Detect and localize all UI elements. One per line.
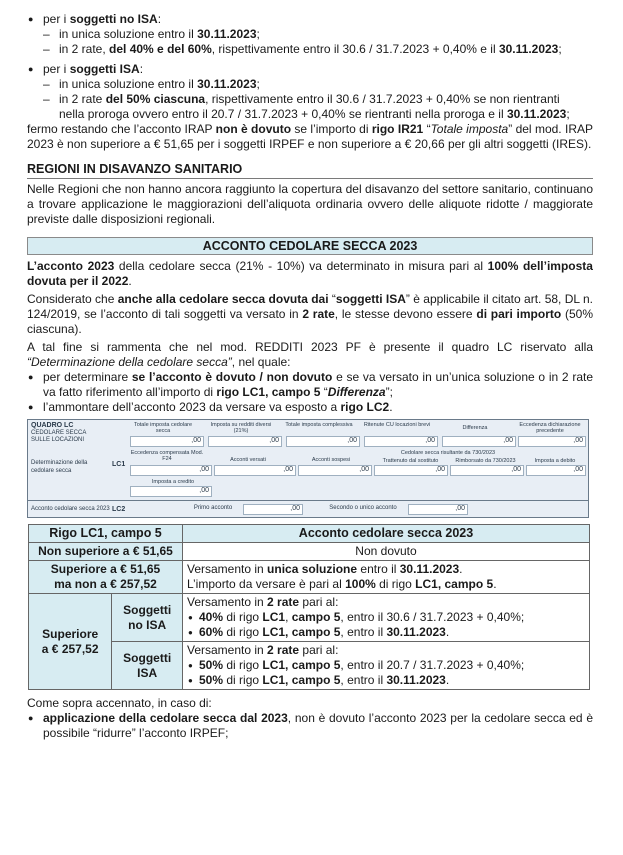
form-field-6: ,00 <box>518 436 586 447</box>
table-row <box>29 543 590 561</box>
section-heading-regioni: REGIONI IN DISAVANZO SANITARIO <box>27 162 593 179</box>
form-label-totale-imposta: Totale imposta cedolare secca <box>133 422 193 434</box>
form-sub2: SULLE LOCAZIONI <box>31 437 85 443</box>
bottom-intro: Come sopra accennato, in caso di: <box>27 696 212 710</box>
table-cell-superiore-257 <box>29 594 112 690</box>
form-label-rimborsato: Rimborsato da 730/2023 <box>455 458 516 464</box>
form-field-10: ,00 <box>374 465 448 476</box>
form-field-13: ,00 <box>130 486 212 497</box>
form-row2-label: Acconto cedolare secca 2023 <box>31 506 110 512</box>
form-label-redditi-diversi: Imposta su redditi diversi (21%) <box>210 422 272 434</box>
acconto-bullet-2: ● l’ammontare dell’acconto 2023 da versare va esposto a rigo LC2. <box>27 400 593 415</box>
form-field-4: ,00 <box>364 436 438 447</box>
form-field-11: ,00 <box>450 465 524 476</box>
table-text: Versamento in 2 rate pari al: <box>187 595 339 609</box>
form-field-7: ,00 <box>130 465 212 476</box>
table-header-acconto: Acconto cedolare secca 2023 <box>183 525 590 543</box>
form-label-acconti-versati: Acconti versati <box>230 457 266 463</box>
form-sub1: CEDOLARE SECCA <box>31 430 87 436</box>
acconto-p3: A tal fine si rammenta che nel mod. REDDITI 2023 PF è presente il quadro LC riservato alla “Determinazione della cedolare secca”, nel quale: <box>27 340 593 369</box>
form-field-14: ,00 <box>243 504 303 515</box>
form-field-9: ,00 <box>298 465 372 476</box>
form-label-730-top: Cedolare secca risultante da 730/2023 <box>400 450 496 456</box>
form-label-differenza: Differenza <box>462 425 488 431</box>
table-row <box>29 594 590 642</box>
dash-no-isa-rate: – in 2 rate, del 40% e del 60%, rispettivamente entro il 30.6 / 31.7.2023 + 0,40% e il 30.11.2023; <box>27 42 593 57</box>
table-bullet: ● 50% di rigo LC1, campo 5, entro il 20.7 / 31.7.2023 + 0,40%; <box>187 658 585 673</box>
table-text: L’importo da versare è pari al 100% di rigo LC1, campo 5. <box>187 577 497 591</box>
table-cell-rate-isa <box>183 642 590 690</box>
dash-isa-rate: – in 2 rate del 50% ciascuna, rispettivamente entro il 30.6 / 31.7.2023 + 0,40% se non rientranti <box>27 92 593 107</box>
form-label-secondo-acconto: Secondo o unico acconto <box>329 505 397 511</box>
irap-note: fermo restando che l’acconto IRAP non è dovuto se l’importo di rigo IR21 “Totale imposta” del mod. IRAP 2023 è non superiore a € 51,65 per i soggetti IRPEF e non superiore a € 20,66 per gli altri soggetti (IRES). <box>27 122 593 151</box>
table-cell-superiore-51 <box>29 561 183 594</box>
form-row1-label: Determinazione della <box>31 460 88 466</box>
form-title: QUADRO LC <box>31 422 74 429</box>
dash-no-isa-unica: – in unica soluzione entro il 30.11.2023; <box>27 27 593 42</box>
form-field-3: ,00 <box>286 436 360 447</box>
form-label-imposta-debito: Imposta a debito <box>534 458 576 464</box>
quadro-lc-form <box>27 419 589 518</box>
form-label-eccedenza-f24: Eccedenza compensata Mod. F24 <box>130 450 204 462</box>
form-field-5: ,00 <box>442 436 516 447</box>
form-label-totale-complessiva: Totale imposta complessiva <box>285 422 353 428</box>
form-field-15: ,00 <box>408 504 468 515</box>
form-label-imposta-credito: Imposta a credito <box>151 479 195 485</box>
form-row-code-lc2: LC2 <box>112 506 126 513</box>
form-field-2: ,00 <box>208 436 282 447</box>
form-label-eccedenza-prec: Eccedenza dichiarazione precedente <box>519 422 581 434</box>
table-text: Superiore a € 51,65 <box>50 562 161 576</box>
table-cell-soggetti-no-isa: Soggetti no ISA <box>112 594 183 642</box>
form-label-primo-acconto: Primo acconto <box>193 505 233 511</box>
acconto-table <box>28 524 590 690</box>
form-row1-label2: cedolare secca <box>31 468 72 474</box>
dash-isa-rate-cont: nella proroga ovvero entro il 20.7 / 31.7.2023 + 0,40% se rientranti nella proroga e il 30.11.2023; <box>59 107 570 121</box>
form-label-ritenute: Ritenute CU locazioni brevi <box>363 422 431 428</box>
table-text: a € 257,52 <box>41 641 99 656</box>
form-row-code-lc1: LC1 <box>112 461 126 468</box>
dash-isa-unica: – in unica soluzione entro il 30.11.2023; <box>27 77 593 92</box>
table-bullet: ● 60% di rigo LC1, campo 5, entro il 30.11.2023. <box>187 625 585 640</box>
table-bullet: ● 40% di rigo LC1, campo 5, entro il 30.6 / 31.7.2023 + 0,40%; <box>187 610 585 625</box>
section-heading-acconto: ACCONTO CEDOLARE SECCA 2023 <box>27 237 593 255</box>
bullet-no-isa: ● per i soggetti no ISA: <box>27 12 593 27</box>
table-bullet: ● 50% di rigo LC1, campo 5, entro il 30.11.2023. <box>187 673 585 688</box>
form-field-1: ,00 <box>130 436 204 447</box>
table-cell-non-superiore: Non superiore a € 51,65 <box>29 543 183 561</box>
table-cell-soggetti-isa: Soggetti ISA <box>112 642 183 690</box>
regioni-text: Nelle Regioni che non hanno ancora raggiunto la copertura del disavanzo del settore sanitario, continuano a trovare applicazione le maggiorazioni dell’aliquota ordinaria ovvero delle aliquote ridotte / maggiorate previste dalle disposizioni regionali. <box>27 182 593 226</box>
form-field-8: ,00 <box>214 465 296 476</box>
acconto-bullet-1: ● per determinare se l’acconto è dovuto / non dovuto e se va versato in un’unica soluzione o in 2 rate va fatto riferimento all’importo di rigo LC1, campo 5 “Differenza”; <box>27 370 593 400</box>
table-header-row <box>29 525 590 543</box>
table-cell-rate-no-isa <box>183 594 590 642</box>
bullet-isa: ● per i soggetti ISA: <box>27 62 593 77</box>
form-field-12: ,00 <box>526 465 586 476</box>
acconto-p1: L’acconto 2023 della cedolare secca (21% - 10%) va determinato in misura pari al 100% dell’imposta dovuta per il 2022. <box>27 259 593 288</box>
form-label-acconti-sospesi: Acconti sospesi <box>311 457 351 463</box>
form-divider <box>28 500 588 501</box>
table-header-rigo: Rigo LC1, campo 5 <box>29 525 183 543</box>
acconto-p2: Considerato che anche alla cedolare secca dovuta dai “soggetti ISA” è applicabile il citato art. 58, DL n. 124/2019, se l’acconto di tali soggetti va versato in 2 rate, le stesse devono essere di pari importo (50% ciascuna). <box>27 292 593 336</box>
table-row <box>29 642 590 690</box>
table-text: Versamento in unica soluzione entro il 30.11.2023. <box>187 562 463 576</box>
bottom-bullet: ● applicazione della cedolare secca dal 2023, non è dovuto l’acconto 2023 per la cedolare secca ed è possibile “ridurre” l’acconto IRPEF; <box>27 711 593 741</box>
table-cell-non-dovuto: Non dovuto <box>183 543 590 561</box>
table-cell-unica-soluzione <box>183 561 590 594</box>
table-row <box>29 561 590 594</box>
table-text: Versamento in 2 rate pari al: <box>187 643 339 657</box>
table-text: Superiore <box>42 626 99 641</box>
form-label-trattenuto: Trattenuto dal sostituto <box>382 458 439 464</box>
table-text: ma non a € 257,52 <box>54 577 157 591</box>
